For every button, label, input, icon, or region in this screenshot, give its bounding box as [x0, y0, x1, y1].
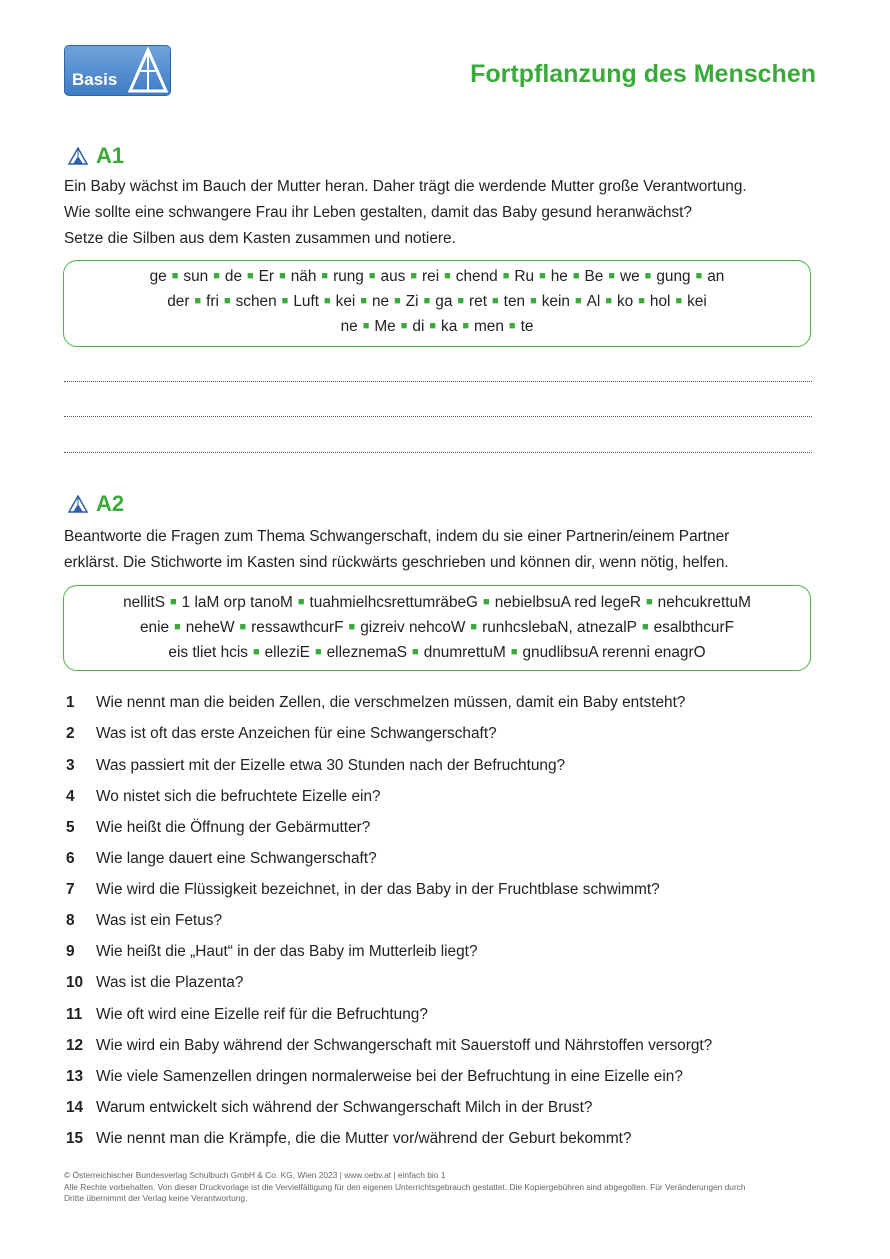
green-square-icon: ■	[539, 270, 546, 282]
question-number: 10	[66, 974, 84, 991]
question-number: 12	[66, 1037, 84, 1054]
instruction-line: erklärst. Die Stichworte im Kasten sind rückwärts geschrieben und können dir, wenn nötig, helfen.	[64, 554, 729, 571]
green-square-icon: ■	[412, 646, 419, 658]
green-square-icon: ■	[574, 295, 582, 307]
word-chip: nebielbsuA red legeR	[494, 594, 642, 611]
question-number: 8	[66, 912, 75, 929]
word-chip: ka	[441, 318, 458, 335]
word-chip: an	[707, 268, 725, 285]
word-chip: nellitS	[123, 594, 165, 611]
word-chip: Me	[374, 318, 396, 335]
word-chip: aus	[380, 268, 406, 285]
keyword-line	[64, 640, 810, 665]
question-item	[66, 788, 826, 812]
word-chip: nehcukrettuM	[657, 594, 751, 611]
green-square-icon: ■	[638, 295, 645, 307]
question-number: 3	[66, 757, 75, 774]
question-number: 5	[66, 819, 75, 836]
green-square-icon: ■	[470, 621, 478, 633]
word-chip: dnumrettuM	[423, 644, 506, 661]
word-chip: neheW	[185, 619, 235, 636]
green-square-icon: ■	[314, 646, 322, 658]
question-item	[66, 912, 826, 936]
instruction-line: Wie sollte eine schwangere Frau ihr Leben gestalten, damit das Baby gesund heranwächst?	[64, 204, 692, 221]
word-chip: ne	[372, 293, 390, 310]
task-a2-label: A2	[96, 491, 125, 516]
question-item	[66, 757, 826, 781]
question-item	[66, 694, 826, 718]
task-a1-label: A1	[96, 143, 125, 168]
word-chip: runhcslebaN, atnezalP	[482, 619, 637, 636]
green-square-icon: ■	[321, 270, 329, 282]
word-chip: ne	[340, 318, 358, 335]
question-text: Was ist ein Fetus?	[96, 912, 223, 929]
green-square-icon: ■	[174, 621, 181, 633]
question-number: 15	[66, 1130, 84, 1147]
word-chip: rung	[333, 268, 364, 285]
question-number: 11	[66, 1006, 83, 1023]
level-pyramid-icon	[68, 147, 88, 165]
word-chip: di	[412, 318, 425, 335]
word-chip: ga	[435, 293, 453, 310]
green-square-icon: ■	[252, 646, 260, 658]
green-square-icon: ■	[324, 295, 331, 307]
footer-line: Dritte übernimmt der Verlag keine Verantwortung.	[64, 1193, 248, 1203]
word-chip: he	[550, 268, 568, 285]
word-chip: enie	[139, 619, 170, 636]
green-square-icon: ■	[394, 295, 401, 307]
word-chip: gnudlibsuA rerenni enagrO	[522, 644, 706, 661]
word-chip: ten	[503, 293, 526, 310]
green-square-icon: ■	[279, 270, 286, 282]
word-chip: kein	[541, 293, 570, 310]
green-square-icon: ■	[213, 270, 220, 282]
question-text: Was ist die Plazenta?	[96, 974, 244, 991]
green-square-icon: ■	[457, 295, 465, 307]
question-item	[66, 1130, 826, 1154]
question-number: 9	[66, 943, 75, 960]
question-item	[66, 1068, 826, 1092]
word-chip: gung	[656, 268, 691, 285]
question-number: 1	[66, 694, 75, 711]
word-chip: esalbthcurF	[653, 619, 735, 636]
question-text: Wie nennt man die Krämpfe, die die Mutter vor/während der Geburt bekommt?	[96, 1130, 632, 1147]
green-square-icon: ■	[410, 270, 418, 282]
word-chip: Ru	[514, 268, 535, 285]
question-item	[66, 974, 826, 998]
question-item	[66, 943, 826, 967]
word-chip: hol	[649, 293, 671, 310]
question-item	[66, 1006, 826, 1030]
word-chip: we	[619, 268, 640, 285]
word-chip: schen	[235, 293, 277, 310]
keyword-line	[64, 615, 810, 640]
question-text: Was passiert mit der Eizelle etwa 30 Stunden nach der Befruchtung?	[96, 757, 566, 774]
logo-text: Basis	[72, 70, 118, 89]
word-chip: ressawthcurF	[251, 619, 344, 636]
word-chip: men	[473, 318, 504, 335]
word-chip: de	[224, 268, 243, 285]
green-square-icon: ■	[400, 320, 408, 332]
answer-line[interactable]	[64, 381, 812, 382]
green-square-icon: ■	[605, 295, 612, 307]
word-chip: Zi	[405, 293, 419, 310]
question-text: Wie lange dauert eine Schwangerschaft?	[96, 850, 377, 867]
word-chip: elleziE	[264, 644, 310, 661]
green-square-icon: ■	[239, 621, 247, 633]
word-chip: 1 laM orp tanoM	[181, 594, 293, 611]
question-number: 14	[66, 1099, 84, 1116]
green-square-icon: ■	[695, 270, 703, 282]
question-item	[66, 725, 826, 749]
green-square-icon: ■	[608, 270, 615, 282]
task-a1-instructions	[64, 174, 824, 252]
question-text: Wie heißt die Öffnung der Gebärmutter?	[96, 819, 371, 836]
footer-line: Alle Rechte vorbehalten. Von dieser Druckvorlage ist die Vervielfältigung für den eigenen Unterrichtsgebrauch gestattet. Die Kopiergebühren sind abgegolten. Für Veränderungen durch	[64, 1181, 746, 1192]
word-chip: kei	[335, 293, 356, 310]
word-chip: ko	[616, 293, 634, 310]
question-number: 2	[66, 725, 75, 742]
green-square-icon: ■	[508, 320, 516, 332]
word-chip: chend	[455, 268, 498, 285]
green-square-icon: ■	[483, 596, 490, 608]
green-square-icon: ■	[675, 295, 683, 307]
question-number: 13	[66, 1068, 84, 1085]
question-item	[66, 850, 826, 874]
green-square-icon: ■	[360, 295, 367, 307]
question-item	[66, 1099, 826, 1123]
question-text: Wo nistet sich die befruchtete Eizelle ein?	[96, 788, 381, 805]
green-square-icon: ■	[572, 270, 580, 282]
green-square-icon: ■	[348, 621, 356, 633]
instruction-line: Ein Baby wächst im Bauch der Mutter heran. Daher trägt die werdende Mutter große Verantwortung.	[64, 178, 747, 195]
keyword-box	[63, 585, 811, 671]
word-chip: Al	[586, 293, 601, 310]
answer-line[interactable]	[64, 452, 812, 453]
green-square-icon: ■	[362, 320, 370, 332]
word-chip: tuahmielhcsrettumräbeG	[309, 594, 479, 611]
question-text: Wie viele Samenzellen dringen normalerweise bei der Befruchtung in eine Eizelle ein?	[96, 1068, 683, 1085]
green-square-icon: ■	[510, 646, 518, 658]
green-square-icon: ■	[530, 295, 537, 307]
footer-line: © Österreichischer Bundesverlag Schulbuch GmbH & Co. KG, Wien 2023 | www.oebv.at | einfach bio 1	[64, 1170, 446, 1180]
answer-line[interactable]	[64, 416, 812, 417]
question-text: Wie wird ein Baby während der Schwangerschaft mit Sauerstoff und Nährstoffen versorgt?	[96, 1037, 713, 1054]
question-text: Wie nennt man die beiden Zellen, die verschmelzen müssen, damit ein Baby entsteht?	[96, 694, 686, 711]
green-square-icon: ■	[644, 270, 652, 282]
question-text: Was ist oft das erste Anzeichen für eine Schwangerschaft?	[96, 725, 497, 742]
word-chip: sun	[183, 268, 209, 285]
green-square-icon: ■	[194, 295, 202, 307]
question-number: 7	[66, 881, 75, 898]
green-square-icon: ■	[429, 320, 437, 332]
word-chip: ge	[149, 268, 167, 285]
green-square-icon: ■	[462, 320, 469, 332]
instruction-line: Setze die Silben aus dem Kasten zusammen und notiere.	[64, 230, 456, 247]
word-chip: Be	[584, 268, 604, 285]
syllable-line	[64, 314, 810, 339]
green-square-icon: ■	[171, 270, 179, 282]
green-square-icon: ■	[223, 295, 231, 307]
word-chip: näh	[290, 268, 317, 285]
copyright-footer	[64, 1170, 824, 1205]
question-text: Wie oft wird eine Eizelle reif für die Befruchtung?	[96, 1006, 428, 1023]
green-square-icon: ■	[247, 270, 254, 282]
task-a2-instructions	[64, 524, 824, 576]
question-text: Warum entwickelt sich während der Schwangerschaft Milch in der Brust?	[96, 1099, 593, 1116]
green-square-icon: ■	[444, 270, 451, 282]
green-square-icon: ■	[641, 621, 649, 633]
word-chip: Luft	[293, 293, 319, 310]
green-square-icon: ■	[502, 270, 510, 282]
page-title: Fortpflanzung des Menschen	[470, 60, 816, 88]
keyword-line	[64, 590, 810, 615]
question-item	[66, 881, 826, 905]
question-number: 6	[66, 850, 75, 867]
question-item	[66, 1037, 826, 1061]
word-chip: elleznemaS	[326, 644, 408, 661]
word-chip: gizreiv nehcoW	[360, 619, 466, 636]
basis-logo	[64, 45, 171, 96]
instruction-line: Beantworte die Fragen zum Thema Schwangerschaft, indem du sie einer Partnerin/einem Partner	[64, 528, 730, 545]
syllable-line	[64, 264, 810, 289]
syllable-line	[64, 289, 810, 314]
word-chip: eis tliet hcis	[168, 644, 248, 661]
word-chip: Er	[258, 268, 275, 285]
pyramid-logo-icon	[127, 47, 169, 95]
task-a1-heading	[68, 142, 124, 170]
word-chip: kei	[687, 293, 707, 310]
word-chip: der	[167, 293, 190, 310]
green-square-icon: ■	[169, 596, 177, 608]
word-chip: fri	[206, 293, 219, 310]
green-square-icon: ■	[423, 295, 431, 307]
question-number: 4	[66, 788, 75, 805]
green-square-icon: ■	[297, 596, 305, 608]
word-chip: ret	[469, 293, 488, 310]
question-text: Wie heißt die „Haut“ in der das Baby im Mutterleib liegt?	[96, 943, 478, 960]
green-square-icon: ■	[646, 596, 653, 608]
green-square-icon: ■	[368, 270, 376, 282]
word-chip: te	[520, 318, 534, 335]
question-item	[66, 819, 826, 843]
level-pyramid-icon	[68, 495, 88, 513]
word-chip: rei	[422, 268, 440, 285]
task-a2-heading	[68, 490, 124, 518]
syllable-box	[63, 260, 811, 347]
question-text: Wie wird die Flüssigkeit bezeichnet, in der das Baby in der Fruchtblase schwimmt?	[96, 881, 660, 898]
green-square-icon: ■	[492, 295, 499, 307]
green-square-icon: ■	[281, 295, 289, 307]
